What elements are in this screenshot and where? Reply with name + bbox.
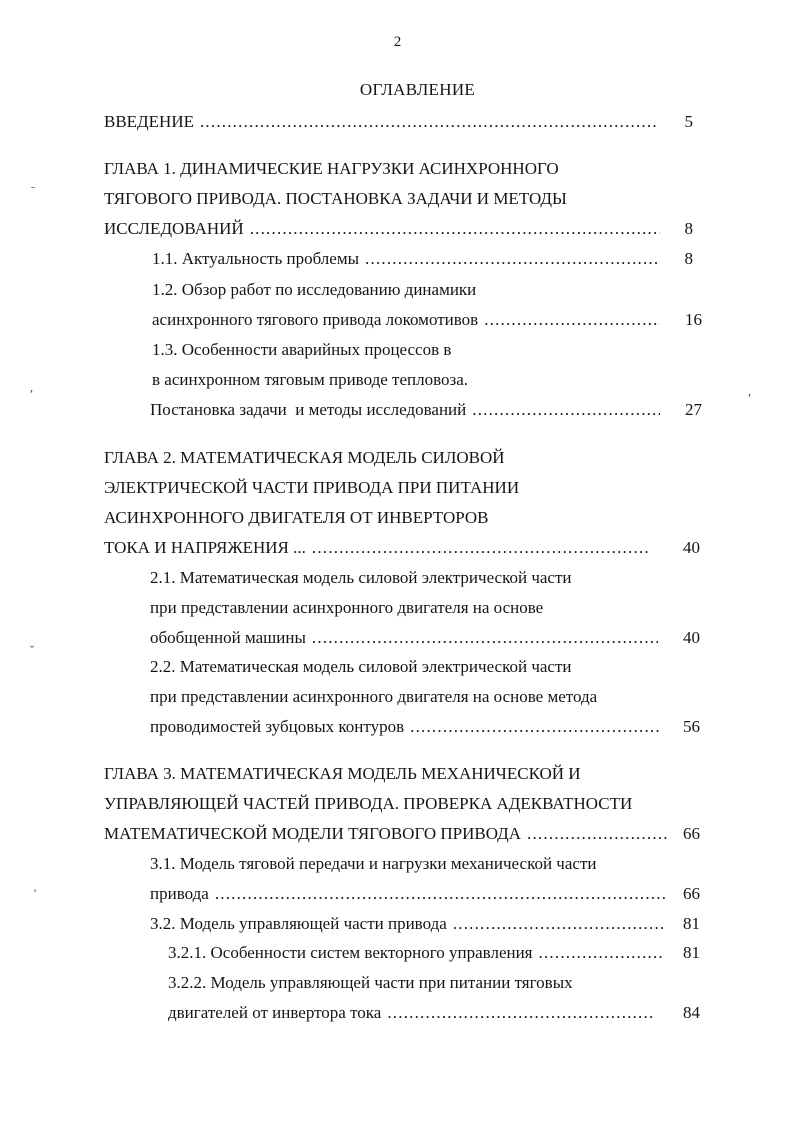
- toc-entry-2-2[interactable]: [150, 716, 668, 738]
- page-ref: 81: [683, 943, 700, 962]
- page-ref: 84: [683, 1003, 700, 1022]
- toc-entry-1-3-line2[interactable]: в асинхронном тяговым приводе тепловоза.: [152, 370, 469, 389]
- leader-dots: [410, 716, 660, 738]
- scan-mark: ,: [748, 384, 751, 398]
- toc-entry-3-2-2-line1[interactable]: 3.2.2. Модель управляющей части при питании тяговых: [168, 973, 573, 992]
- toc-entry-label: обобщенной машины: [150, 628, 306, 647]
- toc-entry-2-2-line1[interactable]: 2.2. Математическая модель силовой электрической части: [150, 657, 572, 676]
- toc-entry-label: ТОКА И НАПРЯЖЕНИЯ ...: [104, 538, 306, 557]
- toc-entry-chapter2[interactable]: [104, 537, 658, 559]
- toc-entry-3-2-1[interactable]: [168, 942, 672, 964]
- toc-entry-3-1-line1[interactable]: 3.1. Модель тяговой передачи и нагрузки механической части: [150, 854, 597, 873]
- scan-mark: ˉ: [31, 183, 35, 197]
- toc-entry-intro[interactable]: [104, 111, 666, 133]
- page-ref: 40: [683, 538, 700, 557]
- toc-entry-3-2-2[interactable]: [168, 1002, 660, 1024]
- toc-entry-2-1-line2[interactable]: при представлении асинхронного двигателя на основе: [150, 598, 544, 617]
- toc-entry-1-3-line1[interactable]: 1.3. Особенности аварийных процессов в: [152, 340, 452, 359]
- toc-entry-label: двигателей от инвертора тока: [168, 1003, 382, 1022]
- leader-dots: [484, 309, 660, 331]
- leader-dots: [365, 248, 660, 270]
- toc-entry-label: ИССЛЕДОВАНИЙ: [104, 219, 244, 238]
- scan-mark: ': [34, 886, 37, 900]
- page-ref: 16: [685, 310, 702, 329]
- page-ref: 56: [683, 717, 700, 736]
- page-number: 2: [393, 34, 402, 50]
- leader-dots: [453, 913, 664, 935]
- toc-entry-2-1[interactable]: [150, 627, 666, 649]
- chapter1-heading-line2[interactable]: ТЯГОВОГО ПРИВОДА. ПОСТАНОВКА ЗАДАЧИ И МЕТОДЫ: [104, 189, 567, 208]
- toc-entry-label: асинхронного тягового привода локомотивов: [152, 310, 479, 329]
- chapter2-heading-line3[interactable]: АСИНХРОННОГО ДВИГАТЕЛЯ ОТ ИНВЕРТОРОВ: [104, 508, 489, 527]
- chapter2-heading-line1[interactable]: ГЛАВА 2. МАТЕМАТИЧЕСКАЯ МОДЕЛЬ СИЛОВОЙ: [104, 448, 505, 467]
- leader-dots: [539, 942, 664, 964]
- toc-entry-chapter1[interactable]: [104, 218, 668, 240]
- leader-dots: [387, 1002, 652, 1024]
- leader-dots: [200, 111, 658, 133]
- toc-entry-label: Постановка задачи и методы исследований: [150, 400, 467, 419]
- page-ref: 8: [684, 249, 693, 268]
- leader-dots: [215, 883, 668, 905]
- toc-title: ОГЛАВЛЕНИЕ: [359, 80, 476, 99]
- toc-entry-label: проводимостей зубцовых контуров: [150, 717, 405, 736]
- page-ref: 27: [685, 400, 702, 419]
- toc-entry-label: 3.2. Модель управляющей части привода: [150, 914, 447, 933]
- toc-entry-2-1-line1[interactable]: 2.1. Математическая модель силовой электрической части: [150, 568, 572, 587]
- toc-entry-label: ВВЕДЕНИЕ: [104, 112, 194, 131]
- scan-mark: ˇ: [30, 643, 34, 657]
- page-ref: 81: [683, 914, 700, 933]
- leader-dots: [312, 627, 658, 649]
- toc-entry-label: МАТЕМАТИЧЕСКОЙ МОДЕЛИ ТЯГОВОГО ПРИВОДА: [104, 824, 522, 843]
- toc-entry-1-1[interactable]: [152, 248, 668, 270]
- leader-dots: [250, 218, 660, 240]
- chapter3-heading-line2[interactable]: УПРАВЛЯЮЩЕЙ ЧАСТЕЙ ПРИВОДА. ПРОВЕРКА АДЕКВАТНОСТИ: [104, 794, 633, 813]
- page-ref: 40: [683, 628, 700, 647]
- leader-dots: [527, 823, 670, 845]
- page-ref: 66: [683, 824, 700, 843]
- leader-dots: [472, 399, 660, 421]
- leader-dots: [312, 537, 650, 559]
- chapter2-heading-line2[interactable]: ЭЛЕКТРИЧЕСКОЙ ЧАСТИ ПРИВОДА ПРИ ПИТАНИИ: [104, 478, 520, 497]
- toc-entry-1-2[interactable]: [152, 309, 668, 331]
- page-ref: 8: [684, 219, 693, 238]
- toc-entry-1-2-line1[interactable]: 1.2. Обзор работ по исследованию динамики: [152, 280, 477, 299]
- toc-entry-1-3[interactable]: [150, 399, 668, 421]
- chapter3-heading-line1[interactable]: ГЛАВА 3. МАТЕМАТИЧЕСКАЯ МОДЕЛЬ МЕХАНИЧЕСКОЙ И: [104, 764, 581, 783]
- page-ref: 5: [684, 112, 693, 131]
- toc-entry-chapter3[interactable]: [104, 823, 678, 845]
- toc-entry-2-2-line2[interactable]: при представлении асинхронного двигателя на основе метода: [150, 687, 598, 706]
- chapter1-heading-line1[interactable]: ГЛАВА 1. ДИНАМИЧЕСКИЕ НАГРУЗКИ АСИНХРОННОГО: [104, 159, 559, 178]
- toc-entry-label: 1.1. Актуальность проблемы: [152, 249, 360, 268]
- page-ref: 66: [683, 884, 700, 903]
- toc-entry-3-1[interactable]: [150, 883, 676, 905]
- toc-entry-3-2[interactable]: [150, 913, 672, 935]
- toc-entry-label: привода: [150, 884, 209, 903]
- scan-mark: ,: [30, 380, 33, 394]
- toc-entry-label: 3.2.1. Особенности систем векторного управления: [168, 943, 533, 962]
